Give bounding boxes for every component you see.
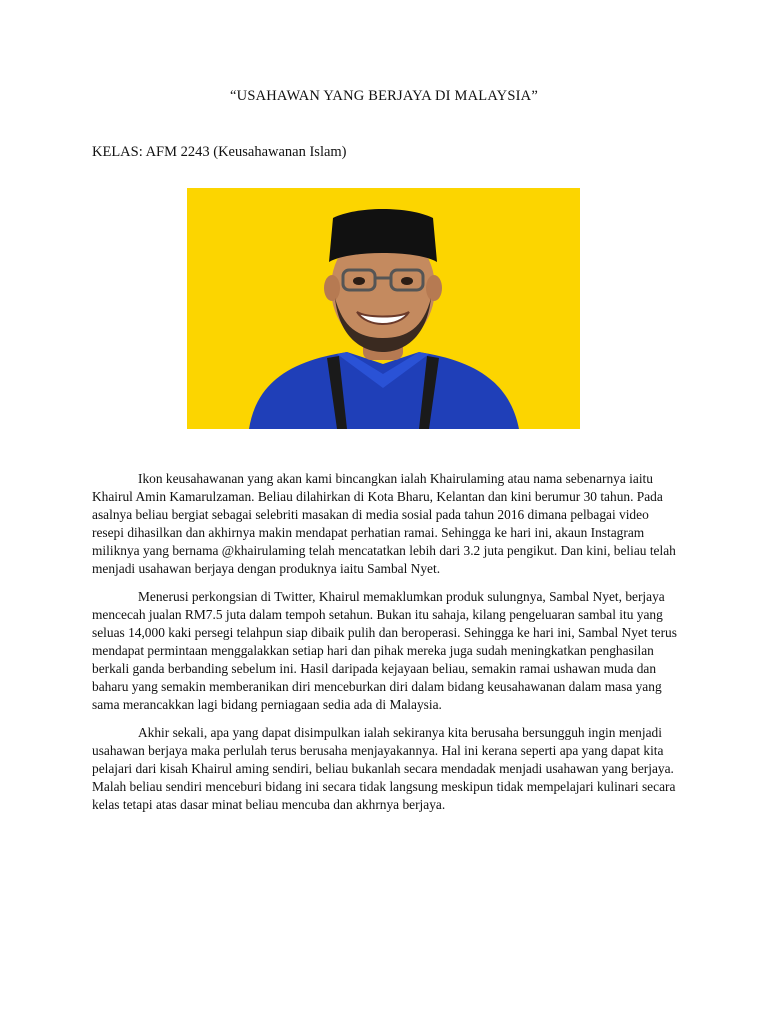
body-text <box>92 470 677 824</box>
paragraph-3: Akhir sekali, apa yang dapat disimpulkan ialah sekiranya kita berusaha bersungguh ingin menjadi usahawan berjaya maka perlulah terus berusaha menjayakannya. Hal ini kerana seperti apa yang dapat kita pelajari dari kisah Khairul aming sendiri, beliau bukanlah secara mendadak menjadi usahawan yang berjaya. Malah beliau sendiri menceburi bidang ini secara tidak langsung meskipun tidak mempelajari kulinari secara kelas tetapi atas dasar minat beliau mencuba dan akhrnya berjaya. <box>92 725 676 812</box>
document-title: “USAHAWAN YANG BERJAYA DI MALAYSIA” <box>230 88 538 104</box>
paragraph-1: Ikon keusahawanan yang akan kami bincangkan ialah Khairulaming atau nama sebenarnya iaitu Khairul Amin Kamarulzaman. Beliau dilahirkan di Kota Bharu, Kelantan dan kini berumur 30 tahun. Pada asalnya beliau bergiat sebagai selebriti masakan di media sosial pada tahun 2016 dimana pelbagai video resepi dihasilkan dan akhirnya makin mendapat perhatian ramai. Sehingga ke hari ini, akaun Instagram miliknya yang bernama @khairulaming telah mencatatkan lebih dari 3.2 juta pengikut. Dan kini, beliau telah menjadi usahawan berjaya dengan produknya iaitu Sambal Nyet. <box>92 471 676 576</box>
class-label: KELAS: AFM 2243 (Keusahawanan Islam) <box>92 144 347 160</box>
paragraph-2: Menerusi perkongsian di Twitter, Khairul memaklumkan produk sulungnya, Sambal Nyet, berjaya mencecah jualan RM7.5 juta dalam tempoh setahun. Bukan itu sahaja, kilang pengeluaran sambal itu yang seluas 14,000 kaki persegi telahpun siap dibaik pulih dan beroperasi. Sehingga ke hari ini, Sambal Nyet terus mendapat permintaan menggalakkan setiap hari dan pihak mereka juga sudah meningkatkan penghasilan berkali ganda berbanding sebelum ini. Hasil daripada kejayaan beliau, semakin ramai ushawan muda dan baharu yang semakin memberanikan diri menceburkan diri dalam bidang keusahawanan dalam masa yang sama merancakkan lagi bidang perniagaan sedia ada di Malaysia. <box>92 589 677 712</box>
portrait-illustration <box>187 188 580 429</box>
portrait-photo <box>187 188 580 429</box>
